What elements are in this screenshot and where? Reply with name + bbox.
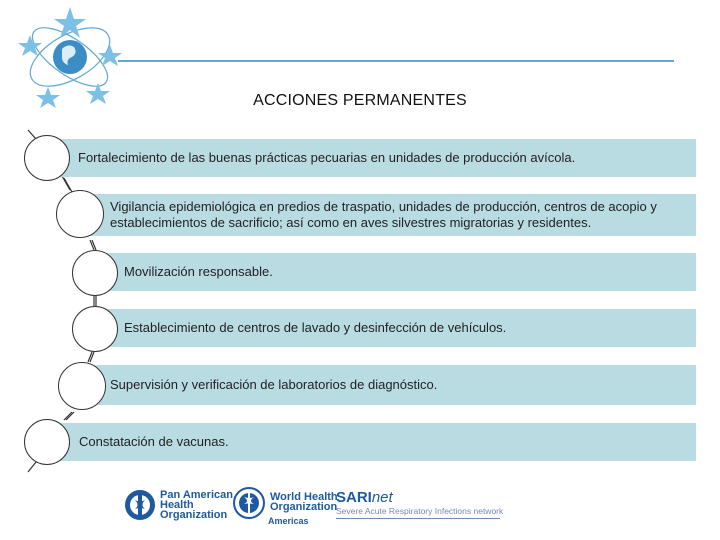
timeline-node-3 <box>72 250 118 296</box>
action-bar-6 <box>48 423 696 461</box>
who-line-1: World Health <box>270 491 338 503</box>
paho-name <box>160 490 233 520</box>
who-region: Americas <box>268 516 309 526</box>
paho-emblem-icon <box>124 488 156 522</box>
action-text-1: Fortalecimiento de las buenas prácticas pecuarias en unidades de producción avícola. <box>78 150 576 165</box>
timeline-node-4 <box>72 306 118 352</box>
timeline-node-5 <box>58 362 106 410</box>
action-text-5: Supervisión y verificación de laboratorios de diagnóstico. <box>110 377 438 392</box>
action-bar-5 <box>82 365 696 405</box>
sari-main: SARI <box>336 489 372 506</box>
who-name <box>270 492 338 512</box>
timeline-node-2 <box>56 190 104 238</box>
paho-line-3: Organization <box>160 509 228 521</box>
action-bar-2 <box>80 194 696 236</box>
who-line-2: Organization <box>270 501 338 513</box>
sarinet-logo <box>336 489 393 506</box>
action-text-6: Constatación de vacunas. <box>79 434 229 449</box>
page-title: ACCIONES PERMANENTES <box>253 92 467 109</box>
paho-line-1: Pan American <box>160 489 233 501</box>
action-bar-4 <box>96 309 696 347</box>
action-bar-3 <box>96 253 696 291</box>
who-emblem-icon <box>232 486 266 520</box>
sarinet-subtitle: Severe Acute Respiratory Infections network <box>336 506 504 516</box>
paho-line-2: Health <box>160 499 194 511</box>
sari-net: net <box>371 489 393 506</box>
timeline-node-6 <box>24 419 70 465</box>
footer-rule <box>336 518 500 519</box>
action-bar-1 <box>48 139 696 177</box>
timeline-node-1 <box>24 135 70 181</box>
action-text-4: Establecimiento de centros de lavado y desinfección de vehículos. <box>124 320 507 335</box>
action-text-3: Movilización responsable. <box>124 264 273 279</box>
action-text-2: Vigilancia epidemiológica en predios de traspatio, unidades de producción, centros de acopio y establecimientos de sacrificio; así como en aves silvestres migratorias y residentes. <box>110 199 657 230</box>
